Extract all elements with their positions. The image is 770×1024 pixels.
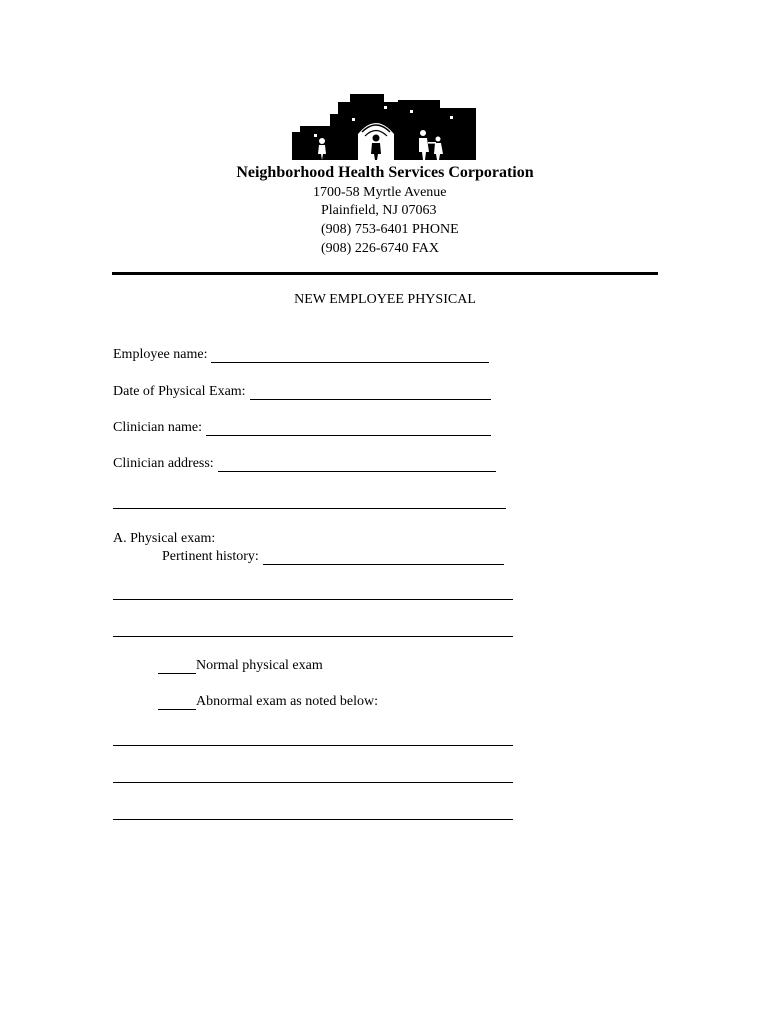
clinician-name-field[interactable]	[206, 423, 491, 436]
employee-name-field[interactable]	[211, 350, 489, 363]
organization-street: 1700-58 Myrtle Avenue	[313, 185, 447, 200]
clinician-address-label: Clinician address:	[113, 456, 214, 471]
clinician-name-row	[113, 420, 491, 436]
exam-date-row	[113, 384, 491, 400]
pertinent-history-row	[162, 549, 504, 565]
employee-name-row	[113, 347, 489, 363]
clinician-address-row	[113, 456, 496, 472]
clinician-address-line-2[interactable]	[113, 508, 506, 509]
organization-fax: (908) 226-6740 FAX	[321, 241, 439, 256]
form-title: NEW EMPLOYEE PHYSICAL	[294, 292, 476, 307]
normal-exam-checkbox[interactable]	[158, 661, 196, 674]
pertinent-history-field[interactable]	[263, 552, 504, 565]
abnormal-notes-line-3[interactable]	[113, 819, 513, 820]
normal-exam-label: Normal physical exam	[196, 658, 323, 673]
pertinent-history-line-3[interactable]	[113, 636, 513, 637]
section-a-heading: A. Physical exam:	[113, 531, 216, 546]
organization-logo-icon	[290, 92, 480, 162]
organization-phone: (908) 753-6401 PHONE	[321, 222, 459, 237]
organization-name: Neighborhood Health Services Corporation	[236, 164, 534, 181]
pertinent-history-label: Pertinent history:	[162, 549, 259, 564]
abnormal-exam-label: Abnormal exam as noted below:	[196, 694, 378, 709]
normal-exam-option	[158, 658, 323, 674]
abnormal-exam-checkbox[interactable]	[158, 697, 196, 710]
organization-city: Plainfield, NJ 07063	[321, 203, 437, 218]
clinician-name-label: Clinician name:	[113, 420, 203, 435]
abnormal-notes-line-1[interactable]	[113, 745, 513, 746]
employee-name-label: Employee name:	[113, 347, 208, 362]
abnormal-notes-line-2[interactable]	[113, 782, 513, 783]
pertinent-history-line-2[interactable]	[113, 599, 513, 600]
abnormal-exam-option	[158, 694, 378, 710]
clinician-address-field[interactable]	[218, 459, 496, 472]
exam-date-label: Date of Physical Exam:	[113, 384, 246, 399]
exam-date-field[interactable]	[250, 387, 491, 400]
header-divider	[112, 272, 658, 275]
